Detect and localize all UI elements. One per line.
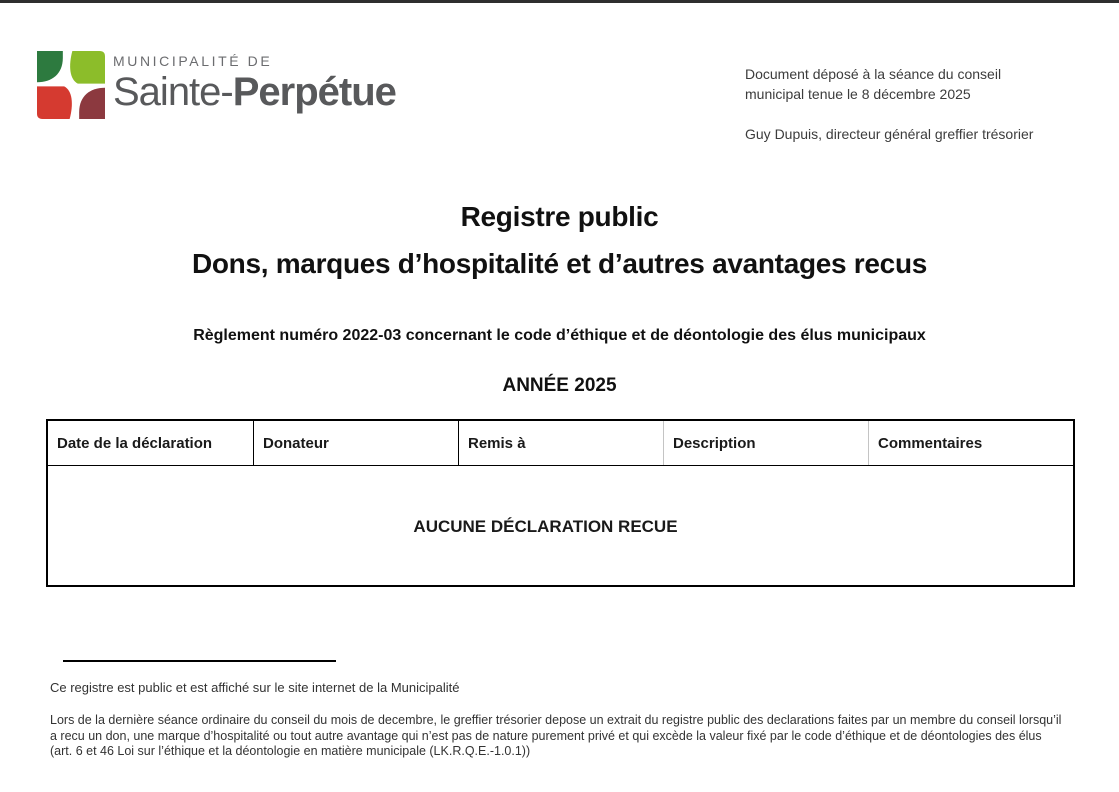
leaf-logo-icon xyxy=(37,48,105,122)
logo-name-light: Sainte- xyxy=(113,70,233,114)
column-header-date: Date de la déclaration xyxy=(57,434,213,452)
logo-name xyxy=(113,70,396,114)
table-empty-row xyxy=(48,466,1073,587)
leaf-bottom-right xyxy=(79,88,105,119)
deposit-note-text: Document déposé à la séance du conseil municipal tenue le 8 décembre 2025 xyxy=(745,66,1002,102)
regulation-title: Règlement numéro 2022-03 concernant le code d’éthique et de déontologie des élus municipaux xyxy=(193,327,926,344)
public-registry-note: Ce registre est public et est affiché sur le site internet de la Municipalité xyxy=(50,680,460,695)
year-title: ANNÉE 2025 xyxy=(502,375,617,396)
column-header-remis-a: Remis à xyxy=(458,421,663,465)
column-header-donateur: Donateur xyxy=(253,421,458,465)
leaf-top-left xyxy=(37,51,63,82)
deposit-note-block xyxy=(745,64,1061,144)
column-header-description: Description xyxy=(663,421,868,465)
table-header-row xyxy=(48,421,1073,466)
leaf-bottom-left xyxy=(37,86,72,119)
page-subtitle: Dons, marques d’hospitalité et d’autres avantages recus xyxy=(191,248,928,279)
logo-wordmark xyxy=(113,48,396,114)
logo-name-bold: Perpétue xyxy=(232,70,396,114)
empty-declaration-message: AUCUNE DÉCLARATION RECUE xyxy=(413,516,678,536)
legal-reference-text: Lors de la dernière séance ordinaire du conseil du mois de decembre, le greffier trésorier depose un extrait du registre public des declarations faites par un membre du conseil lorsqu’il a recu un don, une marque d’hospitalité ou tout autre avantage qui n’est pas de nature purement privé et qui excède la valeur fixé par le code d’éthique et de déontologies des élus (art. 6 et 46 Loi sur l’éthique et la déontologie en matière municipale (LK.R.Q.E.-1.0.1)) xyxy=(50,713,1062,759)
declarations-table xyxy=(46,419,1075,587)
page-title: Registre public xyxy=(460,201,659,232)
leaf-top-right xyxy=(70,51,105,84)
logo-prefix: MUNICIPALITÉ DE xyxy=(113,53,273,69)
page-top-border xyxy=(0,0,1119,3)
signature-line xyxy=(63,660,336,662)
municipality-logo xyxy=(37,48,396,122)
column-header-commentaires: Commentaires xyxy=(868,421,1073,465)
clerk-name-text: Guy Dupuis, directeur général greffier trésorier xyxy=(745,126,1034,142)
